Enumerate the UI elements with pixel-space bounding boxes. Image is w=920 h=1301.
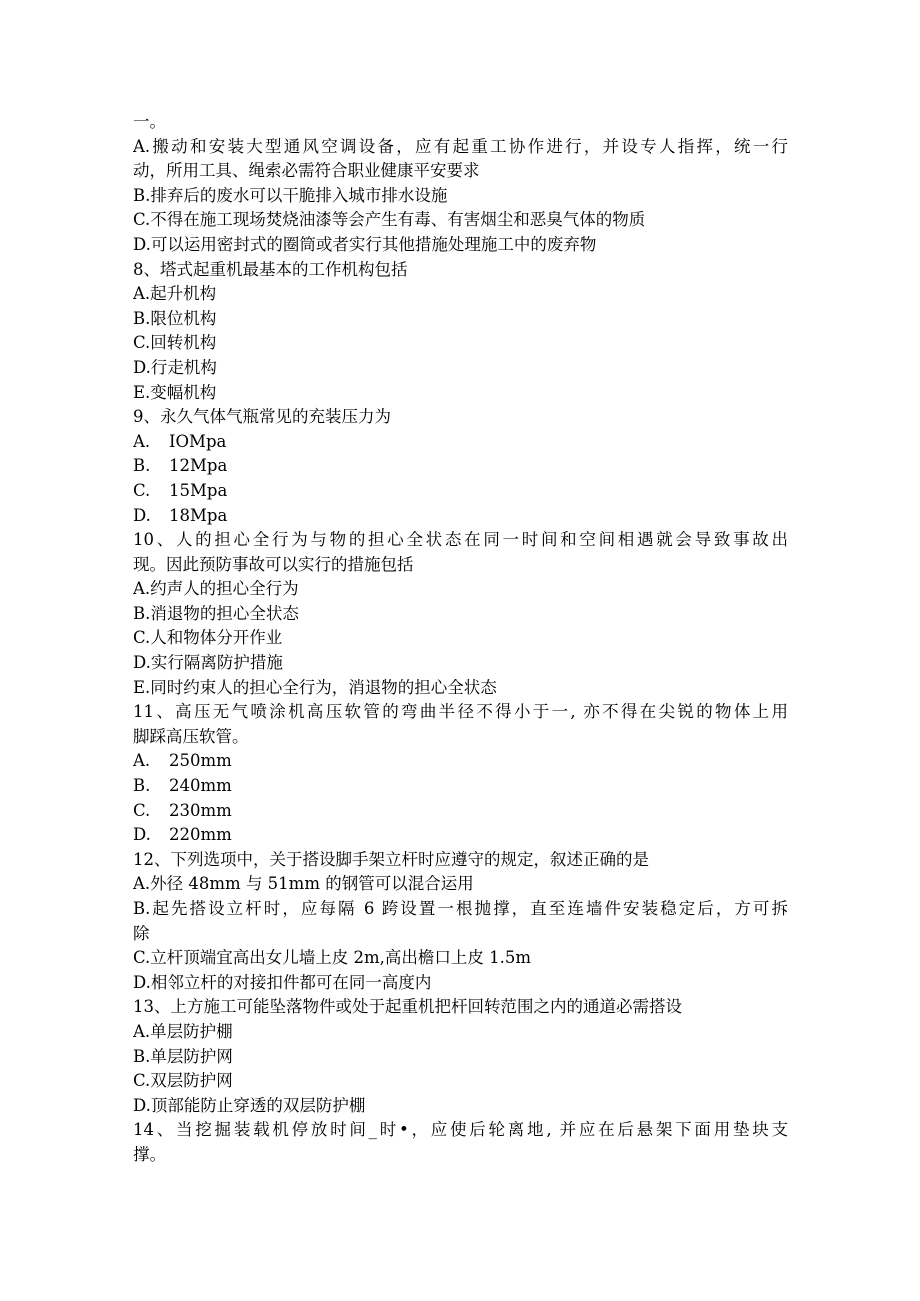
text-line: A.约声人的担心全行为 — [133, 579, 299, 599]
option-text: 18Mpa — [169, 505, 228, 525]
text-line: B.单层防护网 — [133, 1046, 233, 1066]
option-line — [133, 799, 788, 824]
text-line: A.单层防护棚 — [133, 1021, 233, 1041]
text-line: B.消退物的担心全状态 — [133, 603, 299, 623]
text-line: 动，所用工具、绳索必需符合职业健康平安要求 — [133, 161, 480, 181]
text-line: D.实行隔离防护措施 — [133, 653, 283, 673]
text-line: 12、下列选项中，关于搭设脚手架立杆时应遵守的规定，叙述正确的是 — [133, 849, 649, 869]
option-label: C. — [133, 800, 151, 820]
option-line — [133, 454, 788, 479]
text-line: E.变幅机构 — [133, 382, 217, 402]
text-line: 11、高压无气喷涂机高压软管的弯曲半径不得小于一, 亦不得在尖锐的物体上用 — [133, 702, 788, 722]
option-line — [133, 479, 788, 504]
option-text: 12Mpa — [169, 456, 228, 476]
text-line: D.可以运用密封式的圈筒或者实行其他措施处理施工中的废弃物 — [133, 234, 597, 254]
option-text: IOMpa — [169, 431, 227, 451]
text-line: 13、上方施工可能坠落物件或处于起重机把杆回转范围之内的通道必需搭设 — [133, 997, 682, 1017]
document-body — [133, 110, 788, 1168]
text-line: 9、永久气体气瓶常见的充装压力为 — [133, 407, 391, 427]
option-text: 230mm — [169, 800, 232, 820]
text-line: A.起升机构 — [133, 284, 217, 304]
text-line: 一。 — [133, 112, 166, 131]
text-line: 撑。 — [133, 1144, 166, 1164]
text-line: C.立杆顶端宜高出女儿墙上皮 2m,高出檐口上皮 1.5m — [133, 948, 532, 968]
text-line: 10、人的担心全行为与物的担心全状态在同一时间和空间相遇就会导致事故出 — [133, 530, 788, 550]
option-label: A. — [133, 751, 151, 771]
option-text: 240mm — [169, 776, 232, 796]
text-line: C.双层防护网 — [133, 1071, 233, 1091]
option-line — [133, 823, 788, 848]
option-line — [133, 504, 788, 529]
text-line: A.外径 48mm 与 51mm 的钢管可以混合运用 — [133, 874, 474, 894]
text-line: 8、塔式起重机最基本的工作机构包括 — [133, 259, 408, 279]
option-label: D. — [133, 825, 151, 845]
text-line: D.顶部能防止穿透的双层防护棚 — [133, 1095, 366, 1115]
text-line: 脚踩高压软管。 — [133, 726, 249, 746]
text-line: B.限位机构 — [133, 308, 217, 328]
option-label: B. — [133, 456, 151, 476]
text-line: B.起先搭设立杆时，应每隔 6 跨设置一根抛撑，直至连墙件安装稳定后，方可拆 — [133, 899, 788, 918]
text-line: C.人和物体分开作业 — [133, 628, 283, 648]
option-line — [133, 430, 788, 455]
text-line: E.同时约束人的担心全行为，消退物的担心全状态 — [133, 677, 497, 697]
option-label: B. — [133, 776, 151, 796]
option-text: 250mm — [169, 751, 232, 771]
text-line: 现。因此预防事故可以实行的措施包括 — [133, 554, 414, 574]
option-line — [133, 749, 788, 774]
option-label: A. — [133, 431, 151, 451]
option-label: C. — [133, 480, 151, 500]
text-line: D.行走机构 — [133, 357, 217, 377]
text-line: A.搬动和安装大型通风空调设备，应有起重工协作进行，并设专人指挥，统一行 — [133, 136, 788, 156]
text-line: D.相邻立杆的对接扣件都可在同一高度内 — [133, 972, 432, 992]
text-line: B.排弃后的废水可以干脆排入城市排水设施 — [133, 185, 448, 205]
text-line: 14、当挖掘装载机停放时间_时•，应使后轮离地, 并应在后悬架下面用垫块支 — [133, 1120, 788, 1140]
option-label: D. — [133, 505, 151, 525]
text-line: C.回转机构 — [133, 333, 217, 353]
option-line — [133, 774, 788, 799]
option-text: 220mm — [169, 825, 232, 845]
option-text: 15Mpa — [169, 480, 228, 500]
text-line: 除 — [133, 923, 150, 943]
text-line: C.不得在施工现场焚烧油漆等会产生有毒、有害烟尘和恶臭气体的物质 — [133, 210, 646, 230]
